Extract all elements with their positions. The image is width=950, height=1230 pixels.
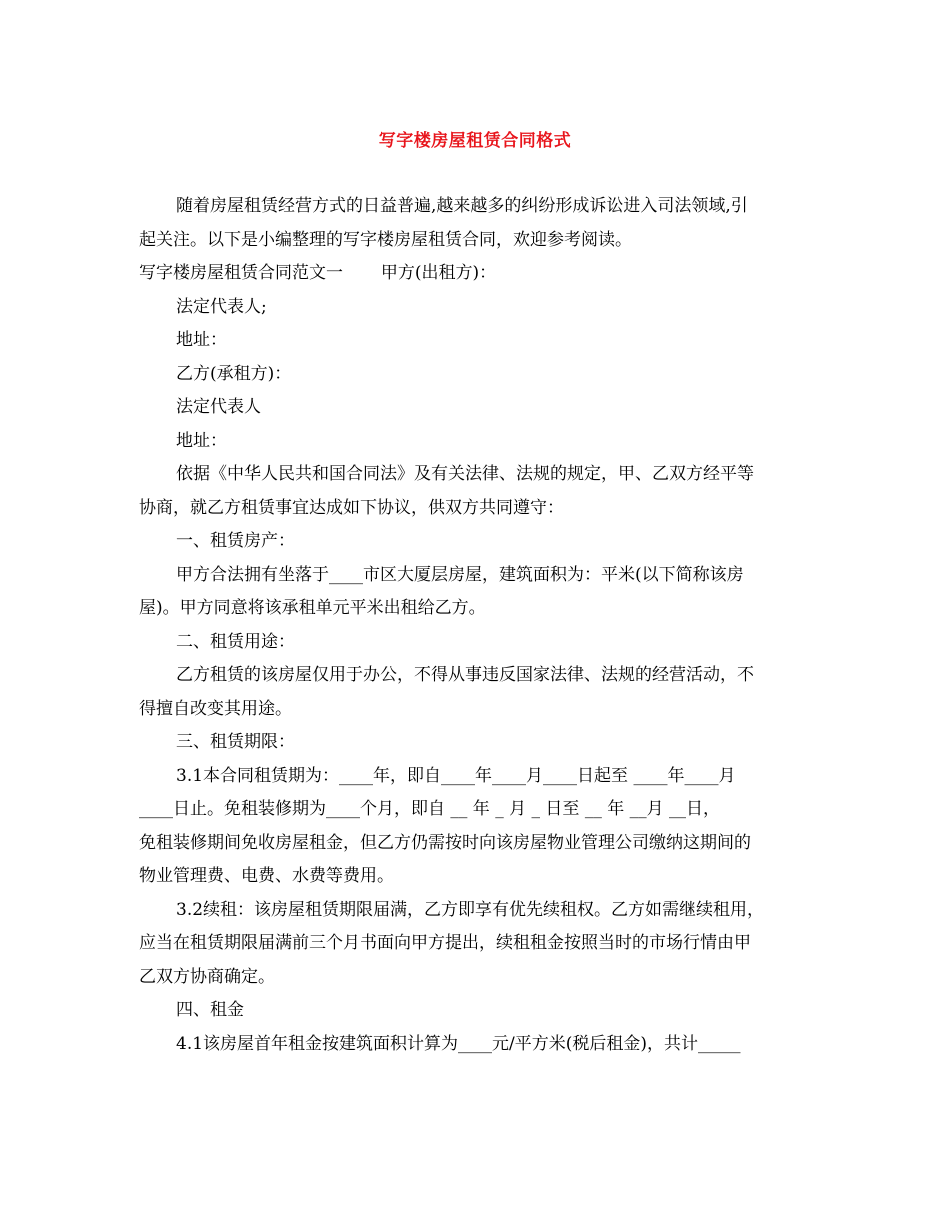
- text-line: 地址：: [176, 330, 227, 350]
- text-line: 二、租赁用途：: [176, 631, 295, 652]
- text-line: 4.1该房屋首年租金按建筑面积计算为____元/平方米(税后租金)，共计_____: [176, 1033, 741, 1054]
- text-line: 随着房屋租赁经营方式的日益普遍,越来越多的纠纷形成诉讼进入司法领域,引: [176, 196, 748, 216]
- text-line: ____日止。免租装修期为____个月，即自 __ 年 _ 月 _ 日至 __ 年 __月 __日，: [139, 799, 721, 819]
- text-line: 应当在租赁期限届满前三个月书面向甲方提出，续租租金按照当时的市场行情由甲: [139, 933, 751, 953]
- text-line: 屋)。甲方同意将该承租单元平米出租给乙方。: [139, 598, 486, 618]
- text-line: 协商，就乙方租赁事宜达成如下协议，供双方共同遵守：: [139, 497, 564, 518]
- text-line: 3.2续租：该房屋租赁期限届满，乙方即享有优先续租权。乙方如需继续租用，: [176, 899, 765, 920]
- text-line: 甲方合法拥有坐落于____市区大厦层房屋，建筑面积为：平米(以下简称该房: [176, 564, 744, 585]
- document-title: 写字楼房屋租赁合同格式: [378, 131, 572, 151]
- text-line: 写字楼房屋租赁合同范文一 甲方(出租方)：: [139, 263, 497, 283]
- text-line: 地址：: [176, 430, 227, 451]
- text-line: 一、租赁房产：: [176, 531, 295, 551]
- text-line: 法定代表人: [176, 397, 261, 417]
- text-line: 起关注。以下是小编整理的写字楼房屋租赁合同，欢迎参考阅读。: [139, 229, 632, 250]
- text-line: 三、租赁期限：: [176, 732, 295, 752]
- text-line: 3.1本合同租赁期为：____年，即自____年____月____日起至 ____年____月: [176, 765, 736, 786]
- document-body: [139, 190, 815, 1061]
- text-line: 依据《中华人民共和国合同法》及有关法律、法规的规定，甲、乙双方经平等: [176, 464, 754, 484]
- text-line: 免租装修期间免收房屋租金，但乙方仍需按时向该房屋物业管理公司缴纳这期间的: [139, 832, 751, 853]
- text-line: 四、租金: [176, 1000, 244, 1020]
- text-line: 得擅自改变其用途。: [139, 698, 292, 719]
- text-line: 乙方租赁的该房屋仅用于办公，不得从事违反国家法律、法规的经营活动，不: [176, 665, 754, 685]
- text-line: 乙双方协商确定。: [139, 966, 275, 987]
- text-line: 物业管理费、电费、水费等费用。: [139, 866, 394, 886]
- text-line: 法定代表人;: [176, 296, 267, 317]
- text-line: 乙方(承租方)：: [176, 363, 292, 384]
